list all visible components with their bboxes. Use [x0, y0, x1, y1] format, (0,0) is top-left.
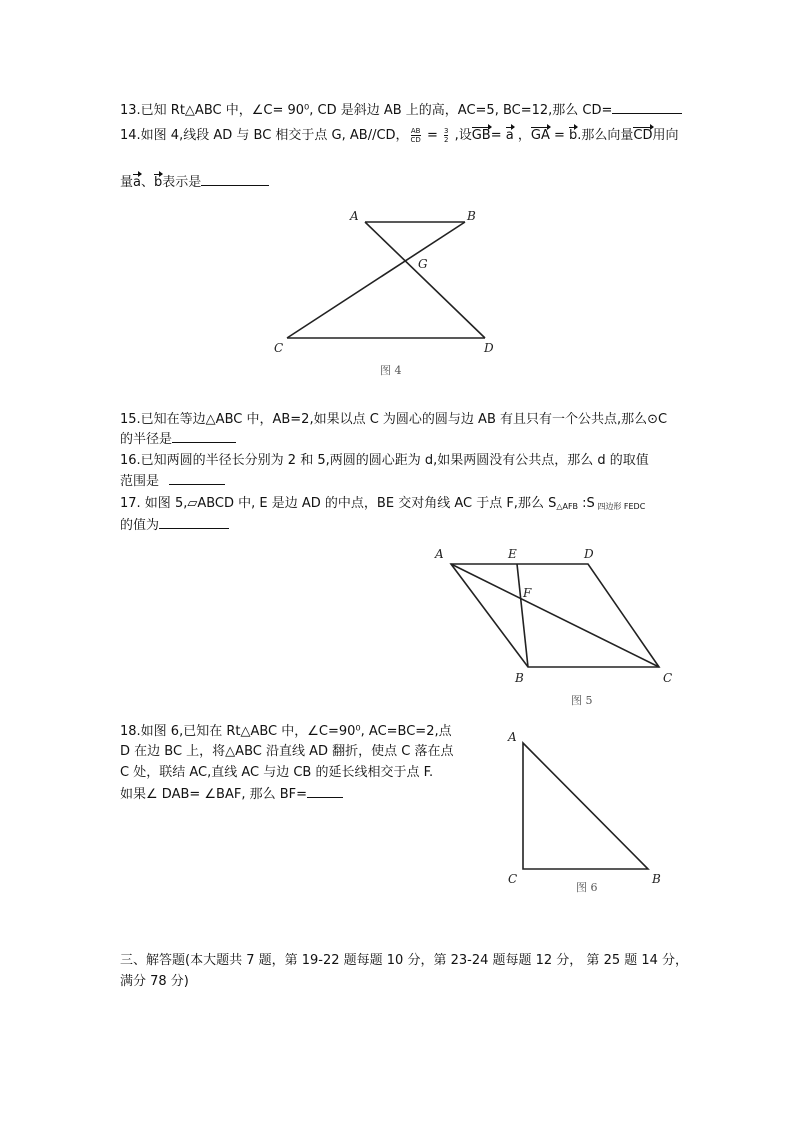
vector-ga: GA: [530, 128, 550, 143]
figure-5-caption: 图 5: [571, 694, 593, 707]
label-b: B: [652, 872, 661, 886]
figure-4: [260, 200, 520, 385]
question-14-line-1: 14.如图 4,线段 AD 与 BC 相交于点 G, AB//CD， $\frac{AB}{CD}$ = $\frac{3}{2}$ ,设GB= a ，GA = b.那么向量CD用向: [120, 127, 679, 144]
label-b: B: [515, 671, 524, 685]
ratio-ab-cd: $\frac{AB}{CD}$: [410, 127, 421, 144]
question-15-text: 15.已知在等边△ABC 中，AB=2,如果以点 C 为圆心的圆与边 AB 有且只有一个公共点,那么⊙C: [120, 412, 668, 427]
parallelogram-symbol: ▱: [187, 496, 198, 511]
question-13-text: 13.已知 Rt△ABC 中，∠C= 90⁰, CD 是斜边 AB 上的高，AC=5, BC=12,那么 CD=: [120, 103, 613, 118]
question-15-line-2: 的半径是: [120, 430, 236, 448]
diagonal-ac: [451, 564, 659, 667]
label-d: D: [484, 341, 494, 355]
question-16-line-2: 范围是: [120, 472, 225, 490]
label-c: C: [663, 671, 673, 685]
question-14-line-2: 量a、b表示是: [120, 173, 269, 191]
label-f: F: [523, 586, 532, 600]
label-c: C: [508, 872, 518, 886]
segment-be: [517, 564, 528, 667]
question-18-line-4: 如果∠ DAB= ∠BAF, 那么 BF=: [120, 785, 343, 803]
question-13: [120, 101, 682, 119]
vector-a-2: a: [133, 175, 141, 190]
question-17-line-2: 的值为: [120, 516, 229, 534]
label-a: A: [350, 209, 359, 223]
label-a: A: [435, 547, 444, 561]
answer-blank-16[interactable]: [169, 472, 225, 485]
label-b: B: [467, 209, 476, 223]
label-d: D: [584, 547, 594, 561]
answer-blank-15[interactable]: [172, 430, 236, 443]
question-16-line-1: [120, 453, 649, 469]
vector-gb: GB: [471, 128, 491, 143]
answer-blank-18[interactable]: [307, 785, 343, 798]
section-3-heading: 三、解答题(本大题共 7 题，第 19-22 题每题 10 分，第 23-24 题每题 12 分， 第 25 题 14 分，: [120, 953, 689, 968]
answer-blank-17[interactable]: [159, 516, 229, 529]
question-17-line-1: 17. 如图 5,▱ABCD 中, E 是边 AD 的中点，BE 交对角线 AC 于点 F,那么 $S_{\triangle AFB}$ :S $_{四边形 FEDC}$: [120, 496, 646, 511]
vector-b-2: b: [154, 175, 163, 190]
vector-a: a: [505, 128, 514, 143]
question-14-text: 14.如图 4,线段 AD 与 BC 相交于点 G, AB//CD，: [120, 128, 409, 143]
ratio-value: $\frac{3}{2}$: [444, 127, 449, 144]
vector-cd: CD: [633, 128, 653, 143]
figure-6-caption: 图 6: [576, 881, 598, 894]
label-c: C: [274, 341, 284, 355]
section-3-heading-line-2: 满分 78 分): [120, 974, 189, 989]
question-15-line-1: [120, 412, 667, 428]
vector-b: b: [569, 128, 578, 143]
segment-ad: [365, 222, 485, 338]
question-16-text: 16.已知两圆的半径长分别为 2 和 5,两圆的圆心距为 d,如果两圆没有公共点，那么 d 的取值: [120, 453, 649, 468]
figure-5: [425, 540, 685, 710]
figure-4-caption: 图 4: [380, 364, 402, 377]
question-18-line-3: C 处，联结 AC,直线 AC 与边 CB 的延长线相交于点 F.: [120, 765, 434, 780]
segment-bc: [287, 222, 465, 338]
answer-blank-14[interactable]: [201, 173, 269, 186]
label-e: E: [508, 547, 517, 561]
question-18-line-2: D 在边 BC 上，将△ABC 沿直线 AD 翻折，使点 C 落在点: [120, 744, 454, 759]
triangle-abc: [523, 743, 648, 869]
question-18-text: 18.如图 6,已知在 Rt△ABC 中，∠C=90⁰, AC=BC=2,点: [120, 724, 452, 739]
section-3-heading-line-1: [120, 953, 688, 969]
question-18-line-1: [120, 724, 452, 740]
answer-blank-13[interactable]: [612, 101, 682, 114]
label-g: G: [418, 257, 428, 271]
figure-6: [500, 725, 675, 897]
label-a: A: [508, 730, 517, 744]
